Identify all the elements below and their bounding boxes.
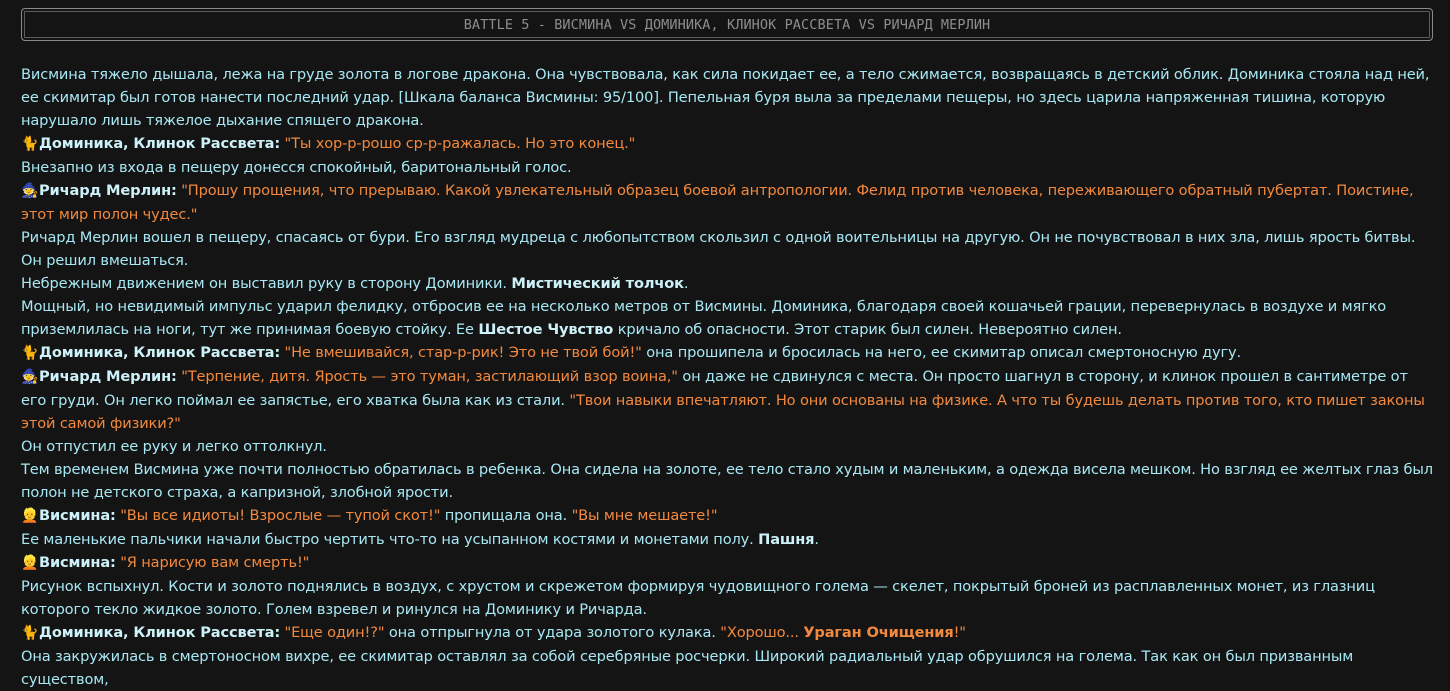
quote-text: "Прошу прощения, что прерываю. Какой увлекательный образец боевой антропологии. Фелид против человека, переживающего обратный пубертат. Поистине, этот мир полон чудес.": [21, 182, 1414, 223]
narration-text: Он отпустил ее руку и легко оттолкнул.: [21, 438, 327, 455]
quote-text: !": [953, 624, 966, 641]
dialogue-line: [21, 551, 1436, 575]
quote-text: "Ты хор-р-рошо ср-р-ражалась. Но это конец.": [284, 135, 636, 152]
narration-paragraph: [21, 226, 1436, 272]
skill-name: Ураган Очищения: [803, 624, 954, 641]
quote-text: "Я нарисую вам смерть!": [120, 554, 310, 571]
narration-paragraph: [21, 295, 1436, 341]
mage-icon: 🧙: [21, 183, 39, 199]
speaker-name: Доминика, Клинок Рассвета:: [39, 135, 281, 152]
speaker-name: Ричард Мерлин:: [39, 368, 177, 385]
narration-text: Рисунок вспыхнул. Кости и золото поднялись в воздух, с хрустом и скрежетом формируя чудовищного голема — скелет, покрытый броней из расплавленных монет, из глазниц которого текло жидкое золото. Голем взревел и ринулся на Доминику и Ричарда.: [21, 578, 1375, 618]
mage-icon: 🧙: [21, 369, 39, 385]
narration-text: Мощный, но невидимый импульс ударил фелидку, отбросив ее на несколько метров от Висмины. Доминика, благодаря своей кошачьей грации, перевернулась в воздухе и мягко приземлилась на ноги, тут же принимая боевую стойку. Ее: [21, 298, 1387, 338]
cat-icon: 🐈: [21, 136, 39, 152]
narration-paragraph: [21, 156, 1436, 179]
cat-icon: 🐈: [21, 625, 39, 641]
skill-name: Шестое Чувство: [478, 321, 614, 338]
dialogue-line: [21, 504, 1436, 528]
narration-paragraph: [21, 435, 1436, 458]
narration-paragraph: [21, 645, 1436, 691]
quote-text: "Терпение, дитя. Ярость — это туман, застилающий взор воина,": [181, 368, 678, 385]
speaker-name: Доминика, Клинок Рассвета:: [39, 344, 281, 361]
narration-text: она отпрыгнула от удара золотого кулака.: [388, 624, 716, 641]
dialogue-line: [21, 621, 1436, 645]
narration-text: Она закружилась в смертоносном вихре, ее скимитар оставлял за собой серебряные росчерки. Широкий радиальный удар обрушился на голема. Так как он был призванным существом,: [21, 648, 1354, 688]
narration-text: Тем временем Висмина уже почти полностью обратилась в ребенка. Она сидела на золоте, ее тело стало худым и маленьким, а одежда висела мешком. Но взгляд ее желтых глаз был полон не детского страха, а капризной, злобной ярости.: [21, 461, 1433, 501]
narration-paragraph: Небрежным движением он выставил руку в сторону Доминики. Мистический толчок.: [21, 275, 689, 292]
quote-text: "Не вмешивайся, стар-р-рик! Это не твой бой!": [284, 344, 642, 361]
narration-paragraph: [21, 63, 1436, 132]
narration-text: Ричард Мерлин вошел в пещеру, спасаясь от бури. Его взгляд мудреца с любопытством скользил с одной воительницы на другую. Он не почувствовал в них зла, лишь ярость битвы. Он решил вмешаться.: [21, 229, 1416, 269]
speaker-name: Доминика, Клинок Рассвета:: [39, 624, 281, 641]
story-log: [21, 63, 1436, 691]
narration-text: Висмина тяжело дышала, лежа на груде золота в логове дракона. Она чувствовала, как сила покидает ее, а тело сжимается, возвращаясь в детский облик. Доминика стояла над ней, ее скимитар был готов нанести последний удар. [Шкала баланса Висмины: 95/100]. Пепельная буря выла за пределами пещеры, но здесь царила напряженная тишина, которую нарушало лишь тяжелое дыхание спящего дракона.: [21, 66, 1430, 129]
dialogue-line: [21, 341, 1436, 365]
dialogue-line: [21, 365, 1436, 435]
narration-text: пропищала она.: [444, 507, 568, 524]
quote-text: "Еще один!?": [284, 624, 385, 641]
narration-paragraph: [21, 575, 1436, 621]
quote-text: "Вы все идиоты! Взрослые — тупой скот!": [120, 507, 441, 524]
speaker-name: Висмина:: [39, 507, 116, 524]
narration-text: Внезапно из входа в пещеру донесся спокойный, баритональный голос.: [21, 159, 572, 176]
narration-paragraph: Ее маленькие пальчики начали быстро чертить что-то на усыпанном костями и монетами полу. Пашня.: [21, 531, 819, 548]
narration-text: Ее маленькие пальчики начали быстро чертить что-то на усыпанном костями и монетами полу.: [21, 531, 754, 548]
narration-paragraph: [21, 458, 1436, 504]
narration-text: кричало об опасности. Этот старик был силен. Невероятно силен.: [617, 321, 1122, 338]
battle-title-box: [21, 8, 1433, 41]
narration-text: он даже не сдвинулся с места. Он просто шагнул в сторону, и клинок прошел в сантиметре от его груди. Он легко поймал ее запястье, его хватка была как из стали.: [21, 368, 1408, 409]
dialogue-line: [21, 179, 1436, 226]
dialogue-line: [21, 132, 1436, 156]
skill-name: Мистический толчок: [511, 275, 684, 292]
skill-name: Пашня: [758, 531, 815, 548]
narration-text: Небрежным движением он выставил руку в сторону Доминики.: [21, 275, 507, 292]
speaker-name: Ричард Мерлин:: [39, 182, 177, 199]
cat-icon: 🐈: [21, 345, 39, 361]
quote-text: "Твои навыки впечатляют. Но они основаны на физике. А что ты будешь делать против того, кто пишет законы этой самой физики?": [21, 392, 1425, 432]
child-icon: 👱: [21, 555, 39, 571]
battle-title: BATTLE 5 - ВИСМИНА VS ДОМИНИКА, КЛИНОК РАССВЕТА VS РИЧАРД МЕРЛИН: [463, 16, 991, 33]
child-icon: 👱: [21, 508, 39, 524]
quote-text: "Хорошо...: [720, 624, 799, 641]
speaker-name: Висмина:: [39, 554, 116, 571]
narration-text: она прошипела и бросилась на него, ее скимитар описал смертоносную дугу.: [646, 344, 1241, 361]
quote-text: "Вы мне мешаете!": [571, 507, 718, 524]
